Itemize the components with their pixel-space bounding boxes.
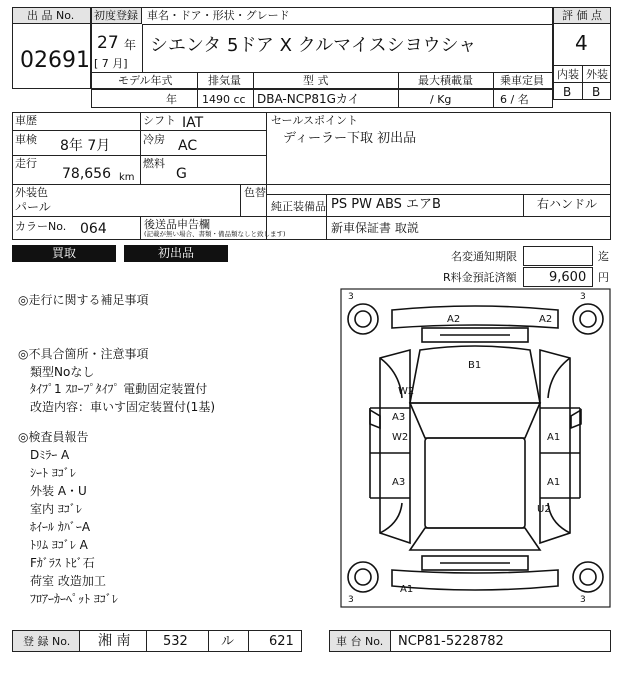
chassis-label: 車 台 No.	[336, 635, 384, 648]
det-div-colorno	[140, 216, 141, 240]
handle-value: 右ハンドル	[537, 197, 598, 211]
sales-text: ディーラー下取 初出品	[283, 131, 417, 146]
lot-no-label: 出 品 No.	[27, 9, 75, 22]
reg-month: [ 7 月]	[94, 57, 128, 70]
tyre-label: 3	[580, 292, 586, 302]
type-label: 型 式	[303, 74, 329, 87]
damage-mark: A1	[547, 432, 561, 443]
load-label: 最大積載量	[418, 74, 473, 87]
reg-div2	[208, 630, 209, 652]
equip-label: 純正装備品	[271, 200, 326, 213]
det-div-right	[266, 112, 267, 240]
defect-line: 類型Noなし	[30, 365, 95, 379]
windshield	[410, 403, 540, 438]
score-value: 4	[575, 31, 588, 55]
inspector-line: 荷室 改造加工	[30, 574, 106, 588]
hood	[410, 346, 540, 403]
reg-area: 湘 南	[98, 633, 131, 649]
tyre-rear-right	[573, 562, 603, 592]
roof	[425, 438, 525, 528]
det-line2	[12, 155, 266, 156]
sales-label: セールスポイント	[271, 114, 359, 127]
damage-mark: A2	[447, 314, 461, 325]
interior-score: B	[563, 85, 572, 99]
first-listing-tag: 初出品	[124, 245, 228, 262]
tyre-front-left	[348, 304, 378, 334]
damage-mark: B1	[468, 360, 482, 371]
damage-mark: A1	[400, 584, 414, 595]
ac-label: 冷房	[143, 133, 165, 146]
defect-line: 改造内容：車いす固定装置付(1基)	[30, 400, 215, 414]
score-label: 評 価 点	[562, 9, 602, 22]
exterior-score: B	[592, 85, 601, 99]
aftermarket-label: 後送品申告欄	[144, 218, 210, 231]
recycle-unit: 円	[598, 271, 609, 284]
load-value: / Kg	[430, 93, 452, 106]
type-value: DBA-NCP81Gカイ	[257, 92, 360, 106]
score-line2	[553, 82, 611, 83]
det-div-mid	[140, 112, 141, 184]
inspector-line: ﾌﾛｱｰｶｰﾍﾟｯﾄ ﾖｺﾞﾚ	[30, 592, 118, 606]
reg-label: 初度登録	[94, 9, 138, 22]
car-divider	[142, 24, 143, 72]
inspector-title: ◎検査員報告	[18, 430, 89, 444]
displacement: 1490 cc	[202, 93, 246, 106]
inspector-line: Dﾐﾗｰ A	[30, 448, 70, 462]
mirror-left	[370, 410, 380, 428]
name-change-unit: 迄	[598, 250, 609, 263]
inspector-line: ﾄﾘﾑ ﾖｺﾞﾚ A	[30, 538, 88, 552]
tyre-label: 3	[348, 595, 354, 605]
car-label: 車名・ドア・形状・グレード	[147, 9, 290, 22]
car-damage-diagram	[340, 288, 611, 608]
inspector-line: ﾎｲｰﾙ ｶﾊﾞｰA	[30, 520, 91, 534]
inspection-label: 車検	[15, 133, 37, 146]
damage-mark: A3	[392, 477, 406, 488]
det-line-equip	[266, 194, 611, 195]
rear-window	[410, 528, 540, 550]
aftermarket-note: (記載が無い場合、書類・備品類なしと致します)	[144, 230, 286, 238]
reg-no-label: 登 録 No.	[23, 635, 71, 648]
car-name: シエンタ 5ドア X クルマイスシヨウシャ	[150, 35, 477, 56]
det-line1	[12, 130, 266, 131]
body-outline	[380, 350, 410, 543]
det-div-equip	[326, 194, 327, 240]
recycle-value: 9,600	[549, 270, 587, 285]
spec-line	[91, 89, 553, 90]
reg-year-unit: 年	[124, 38, 137, 52]
color-no-value: 064	[80, 221, 107, 237]
inspector-line: Fｶﾞﾗｽ ﾄﾋﾞ石	[30, 556, 95, 570]
reg-kana: ル	[221, 634, 235, 649]
capacity-value: 6 / 名	[500, 93, 529, 106]
shift-label: シフト	[143, 114, 176, 127]
ac-value: AC	[178, 138, 198, 154]
recycle-label: R料金預託済額	[443, 271, 517, 284]
color-no-label: カラーNo.	[15, 220, 67, 233]
chassis-value: NCP81-5228782	[398, 634, 504, 649]
det-line3	[12, 184, 611, 185]
damage-mark: A3	[392, 412, 406, 423]
car-header-line	[142, 24, 553, 25]
fuel-label: 燃料	[143, 157, 165, 170]
exterior-label: 外装	[586, 68, 608, 81]
defects-title: ◎不具合箇所・注意事項	[18, 347, 149, 361]
shift-value: IAT	[182, 115, 204, 131]
capacity-label: 乗車定員	[500, 74, 544, 87]
spec-div4	[493, 72, 494, 108]
mileage-unit: km	[119, 172, 135, 183]
displacement-label: 排気量	[208, 74, 241, 87]
inspector-line: 室内 ﾖｺﾞﾚ	[30, 502, 82, 516]
tyre-rear-left	[348, 562, 378, 592]
lot-no: 02691	[20, 48, 90, 73]
equip-value: PS PW ABS エアB	[331, 197, 441, 212]
damage-mark: W2	[398, 386, 415, 397]
tyre-label: 3	[348, 292, 354, 302]
tyre-label: 3	[580, 595, 586, 605]
damage-mark: A1	[547, 477, 561, 488]
det-div-handle	[523, 194, 524, 216]
aftermarket-value: 新車保証書 取説	[331, 221, 419, 235]
model-year-unit: 年	[166, 93, 177, 106]
name-change-box	[523, 246, 593, 266]
color-label: 外装色	[15, 186, 48, 199]
name-change-label: 名変通知期限	[451, 250, 517, 263]
interior-label: 内装	[557, 68, 579, 81]
damage-mark: U2	[537, 504, 551, 515]
reg-div1	[146, 630, 147, 652]
color-value: パール	[15, 200, 51, 214]
buy-tag: 買取	[12, 245, 116, 262]
defect-line: ﾀｲﾌﾟ1 ｽﾛｰﾌﾟﾀｲﾌﾟ 電動固定装置付	[30, 382, 208, 396]
det-line4	[12, 216, 611, 217]
mileage-label: 走行	[15, 157, 37, 170]
model-year-label: モデル年式	[118, 74, 173, 87]
mileage-value: 78,656	[62, 166, 111, 182]
reg-div3	[248, 630, 249, 652]
det-div-color	[240, 184, 241, 216]
recolor-label: 色替	[244, 186, 266, 199]
inspector-line: ｼｰﾄ ﾖｺﾞﾚ	[30, 466, 76, 480]
reg-class: 532	[163, 634, 188, 649]
spec-div3	[398, 72, 399, 108]
damage-mark: W2	[392, 432, 409, 443]
history-label: 車歴	[15, 114, 37, 127]
inspection-value: 8年 7月	[60, 138, 111, 154]
reg-year: 27	[97, 33, 119, 53]
inspector-line: 外装 A・U	[30, 484, 87, 498]
driving-title: ◎走行に関する補足事項	[18, 293, 149, 307]
reg-number: 621	[269, 634, 294, 649]
tyre-front-right	[573, 304, 603, 334]
spec-div2	[253, 72, 254, 108]
spec-div1	[197, 72, 198, 108]
fuel-value: G	[176, 166, 187, 182]
front-bumper	[392, 306, 558, 328]
damage-mark: A2	[539, 314, 553, 325]
rear-bumper	[392, 570, 558, 590]
